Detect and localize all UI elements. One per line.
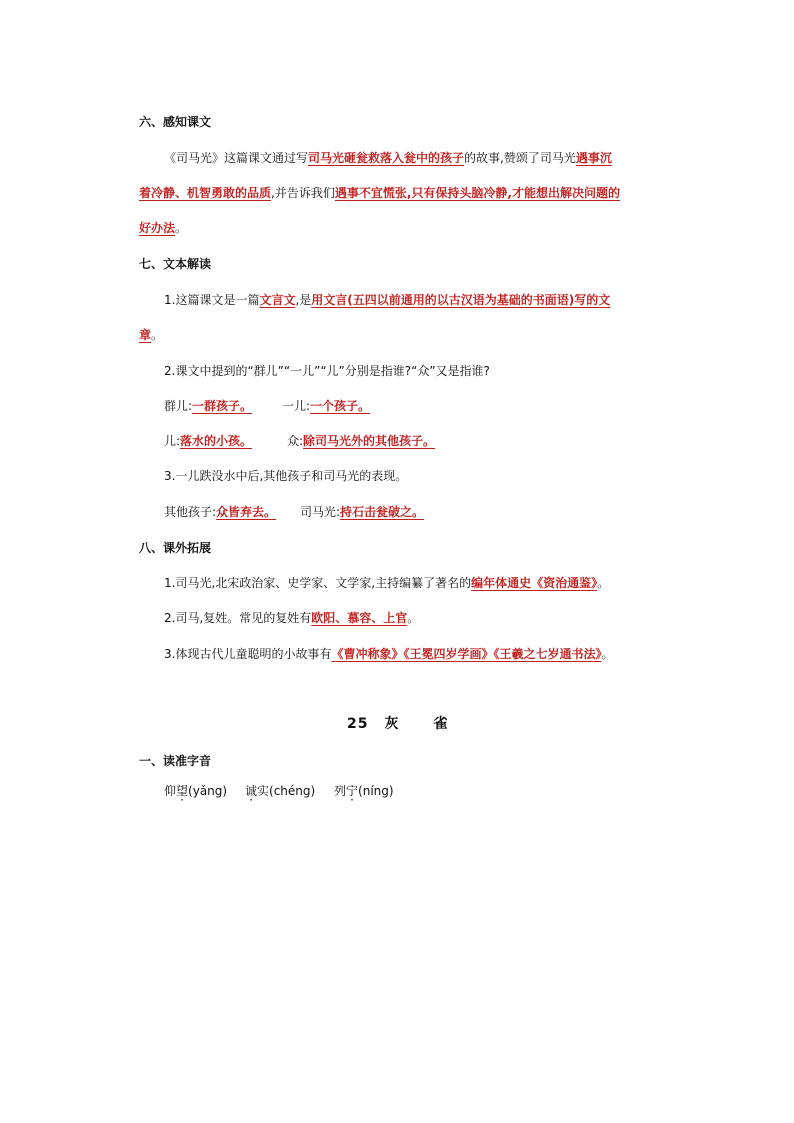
extension-1: [164, 575, 609, 591]
text: 。: [151, 328, 164, 342]
answer: 一群孩子。: [192, 399, 253, 413]
answer: 落水的小孩。: [180, 434, 253, 448]
label: 儿:: [164, 434, 181, 448]
answer: 欧阳、慕容、上官: [311, 611, 408, 625]
text: 1.这篇课文是一篇: [164, 293, 260, 307]
text: 。: [175, 221, 188, 235]
question-2-answers-row-1: [164, 398, 252, 414]
text: 的故事,赞颂了司马光: [464, 151, 576, 165]
answer: 着冷静、机智勇敢的品质: [139, 186, 272, 200]
text: 。: [597, 576, 610, 590]
answer: 用文言(五四以前通用的以古汉语为基础的书面语)写的文: [311, 293, 611, 307]
pinyin: (yǎng): [188, 784, 228, 798]
text: 《司马光》这篇课文通过写: [164, 151, 309, 165]
text: ,并告诉我们: [271, 186, 335, 200]
answer: 一个孩子。: [310, 399, 371, 413]
dotted-hanzi: 望: [176, 784, 189, 798]
section-6-line-1: [164, 150, 612, 166]
section-7-heading: 七、文本解读: [139, 257, 212, 271]
text: 。: [407, 611, 420, 625]
pinyin-item-1: [164, 783, 227, 799]
hanzi: 列: [334, 784, 347, 798]
text: 。: [601, 647, 614, 661]
pinyin: (chéng): [269, 784, 316, 798]
question-1-line-2: [139, 327, 163, 343]
question-3-answers-a: [164, 504, 276, 520]
answer: 司马光砸瓮救落入瓮中的孩子: [308, 151, 465, 165]
lesson-heading: 一、读准字音: [139, 754, 212, 768]
question-2-answers-row-2b: [287, 433, 435, 449]
label: 一儿:: [282, 399, 311, 413]
section-8-heading: 八、课外拓展: [139, 541, 212, 555]
hanzi: 仰: [164, 784, 177, 798]
text: ,是: [295, 293, 312, 307]
dotted-hanzi: 宁: [346, 784, 359, 798]
text: 1.司马光,北宋政治家、史学家、文学家,主持编纂了著名的: [164, 576, 472, 590]
extension-3: [164, 646, 613, 662]
answer: 编年体通史《资治通鉴》: [471, 576, 598, 590]
label: 其他孩子:: [164, 505, 217, 519]
label: 众:: [287, 434, 304, 448]
answer: 《曹冲称象》《王冕四岁学画》《王羲之七岁通书法》: [331, 647, 602, 661]
question-3-answers-b: [300, 504, 424, 520]
question-1-line-1: [164, 292, 610, 308]
pinyin: (níng): [358, 784, 394, 798]
answer: 众皆弃去。: [216, 505, 277, 519]
lesson-title-char: 雀: [433, 716, 449, 732]
question-2-answers-row-1b: [282, 398, 370, 414]
lesson-title: [347, 716, 448, 732]
section-6-line-3: [139, 220, 187, 236]
section-6-heading: 六、感知课文: [139, 115, 212, 129]
text: 3.体现古代儿童聪明的小故事有: [164, 647, 332, 661]
question-2-answers-row-2: [164, 433, 252, 449]
section-6-line-2: [139, 185, 620, 201]
label: 群儿:: [164, 399, 193, 413]
answer: 文言文: [259, 293, 296, 307]
label: 司马光:: [300, 505, 341, 519]
text: 2.司马,复姓。常见的复姓有: [164, 611, 312, 625]
extension-2: [164, 610, 419, 626]
question-2: 2.课文中提到的“群儿”“一儿”“儿”分别是指谁?“众”又是指谁?: [164, 364, 490, 378]
answer: 除司马光外的其他孩子。: [303, 434, 436, 448]
hanzi: 实: [257, 784, 270, 798]
answer: 章: [139, 328, 152, 342]
question-3: 3.一儿跌没水中后,其他孩子和司马光的表现。: [164, 469, 408, 483]
pinyin-item-3: [334, 783, 394, 799]
answer: 好办法: [139, 221, 176, 235]
lesson-title-char: 灰: [384, 716, 400, 732]
answer: 遇事沉: [575, 151, 612, 165]
pinyin-item-2: [245, 783, 315, 799]
answer: 遇事不宜慌张,只有保持头脑冷静,才能想出解决问题的: [334, 186, 620, 200]
lesson-number: 25: [347, 716, 369, 732]
dotted-hanzi: 诚: [245, 784, 258, 798]
answer: 持石击瓮破之。: [340, 505, 425, 519]
